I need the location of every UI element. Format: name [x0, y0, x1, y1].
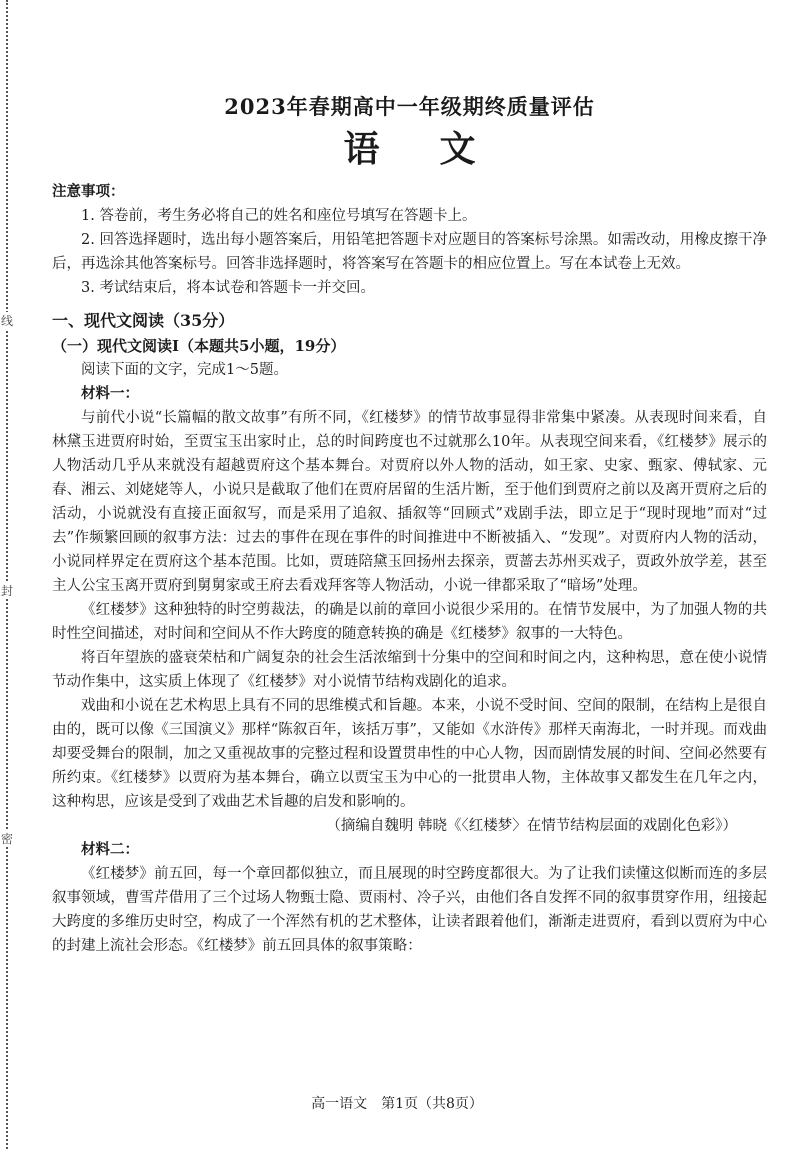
material-2-paragraph-1: 《红楼梦》前五回，每一个章回都似独立，而且展现的时空跨度都很大。为了让我们读懂这似断而连的多层叙事领域，曹雪芹借用了三个过场人物甄士隐、贾雨村、冷子兴，由他们各自发挥不同的叙事贯穿作用，纽接起大跨度的多维历史时空，构成了一个浑然有机的艺术整体，让读者跟着他们，渐渐走进贾府，看到以贾府为中心的封建上流社会形态。《红楼梦》前五回具体的叙事策略： — [52, 866, 767, 954]
binding-mark-mi: 密 — [0, 832, 13, 846]
material-1-label: 材料一： — [81, 385, 139, 402]
binding-mark-xian: 线 — [0, 314, 13, 328]
material-1-paragraph-2: 《红楼梦》这种独特的时空剪裁法，的确是以前的章回小说很少采用的。在情节发展中，为了加强人物的共时性空间描述，对时间和空间从不作大跨度的随意转换的确是《红楼梦》叙事的一大特色。 — [52, 602, 767, 642]
material-2-label: 材料二： — [81, 841, 139, 858]
subject-title: 语文 — [343, 128, 536, 170]
subsection-heading: （一）现代文阅读Ⅰ（本题共5小题，19分） — [52, 337, 346, 355]
page-footer: 高一语文 第1页（共8页） — [311, 1096, 483, 1112]
binding-mark-feng: 封 — [0, 584, 13, 598]
material-1-paragraph-1: 与前代小说“长篇幅的散文故事”有所不同，《红楼梦》的情节故事显得非常集中紧凑。从表现时间来看，自林黛玉进贾府时始，至贾宝玉出家时止，总的时间跨度也不过就那么10年。从表现空间来看，《红楼梦》展示的人物活动几乎从来就没有超越贾府这个基本舞台。对贾府以外人物的活动，如王家、史家、甄家、傅轼家、元春、湘云、刘姥姥等人，小说只是截取了他们在贾府居留的生活片断，至于他们到贾府之前以及离开贾府之后的活动，小说就没有直接正面叙写，而是采用了追叙、插叙等“回顾式”戏剧手法，即立足于“现时现地”而对“过去”作频繁回顾的叙事方法：过去的事件在现在事件的时间推进中不断被插入、“发现”。对贾府内人物的活动，小说同样界定在贾府这个基本范围。比如，贾琏陪黛玉回扬州去探亲，贾蔷去苏州买戏子，贾政外放学差，甚至主人公宝玉离开贾府到舅舅家或王府去看戏拜客等人物活动，小说一律都采取了“暗场”处理。 — [52, 410, 767, 594]
exam-page — [52, 92, 767, 958]
section-heading: 一、现代文阅读（35分） — [52, 311, 235, 330]
binding-dotted-line — [6, 0, 8, 1149]
note-item-3: 3. 考试结束后，将本试卷和答题卡一并交回。 — [81, 280, 375, 296]
note-item-1: 1. 答卷前，考生务必将自己的姓名和座位号填写在答题卡上。 — [81, 208, 477, 224]
material-1-source: （摘编自魏明 韩晓《〈红楼梦〉在情节结构层面的戏剧化色彩》） — [326, 818, 737, 834]
material-1-paragraph-4: 戏曲和小说在艺术构思上具有不同的思维模式和旨趣。本来，小说不受时间、空间的限制，在结构上是很自由的，既可以像《三国演义》那样“陈叙百年，该括万事”，又能如《水浒传》那样天南海北，一时并现。而戏曲却要受舞台的限制，加之又重视故事的完整过程和设置贯串性的中心人物，因而剧情发展的时间、空间必然要有所约束。《红楼梦》以贾府为基本舞台，确立以贾宝玉为中心的一批贯串人物，主体故事又都发生在几年之内，这种构思，应该是受到了戏曲艺术旨趣的启发和影响的。 — [52, 698, 767, 810]
notes-heading: 注意事项： — [52, 183, 125, 200]
exam-title: 2023年春期高中一年级期终质量评估 — [224, 94, 595, 119]
reading-instruction: 阅读下面的文字，完成1～5题。 — [81, 362, 288, 378]
note-item-2: 2. 回答选择题时，选出每小题答案后，用铅笔把答题卡对应题目的答案标号涂黑。如需改动，用橡皮擦干净后，再选涂其他答案标号。回答非选择题时，将答案写在答题卡的相应位置上。写在本试卷上无效。 — [52, 232, 767, 272]
material-1-paragraph-3: 将百年望族的盛衰荣枯和广阔复杂的社会生活浓缩到十分集中的空间和时间之内，这种构思，意在使小说情节动作集中，这实质上体现了《红楼梦》对小说情节结构戏剧化的追求。 — [52, 650, 767, 690]
